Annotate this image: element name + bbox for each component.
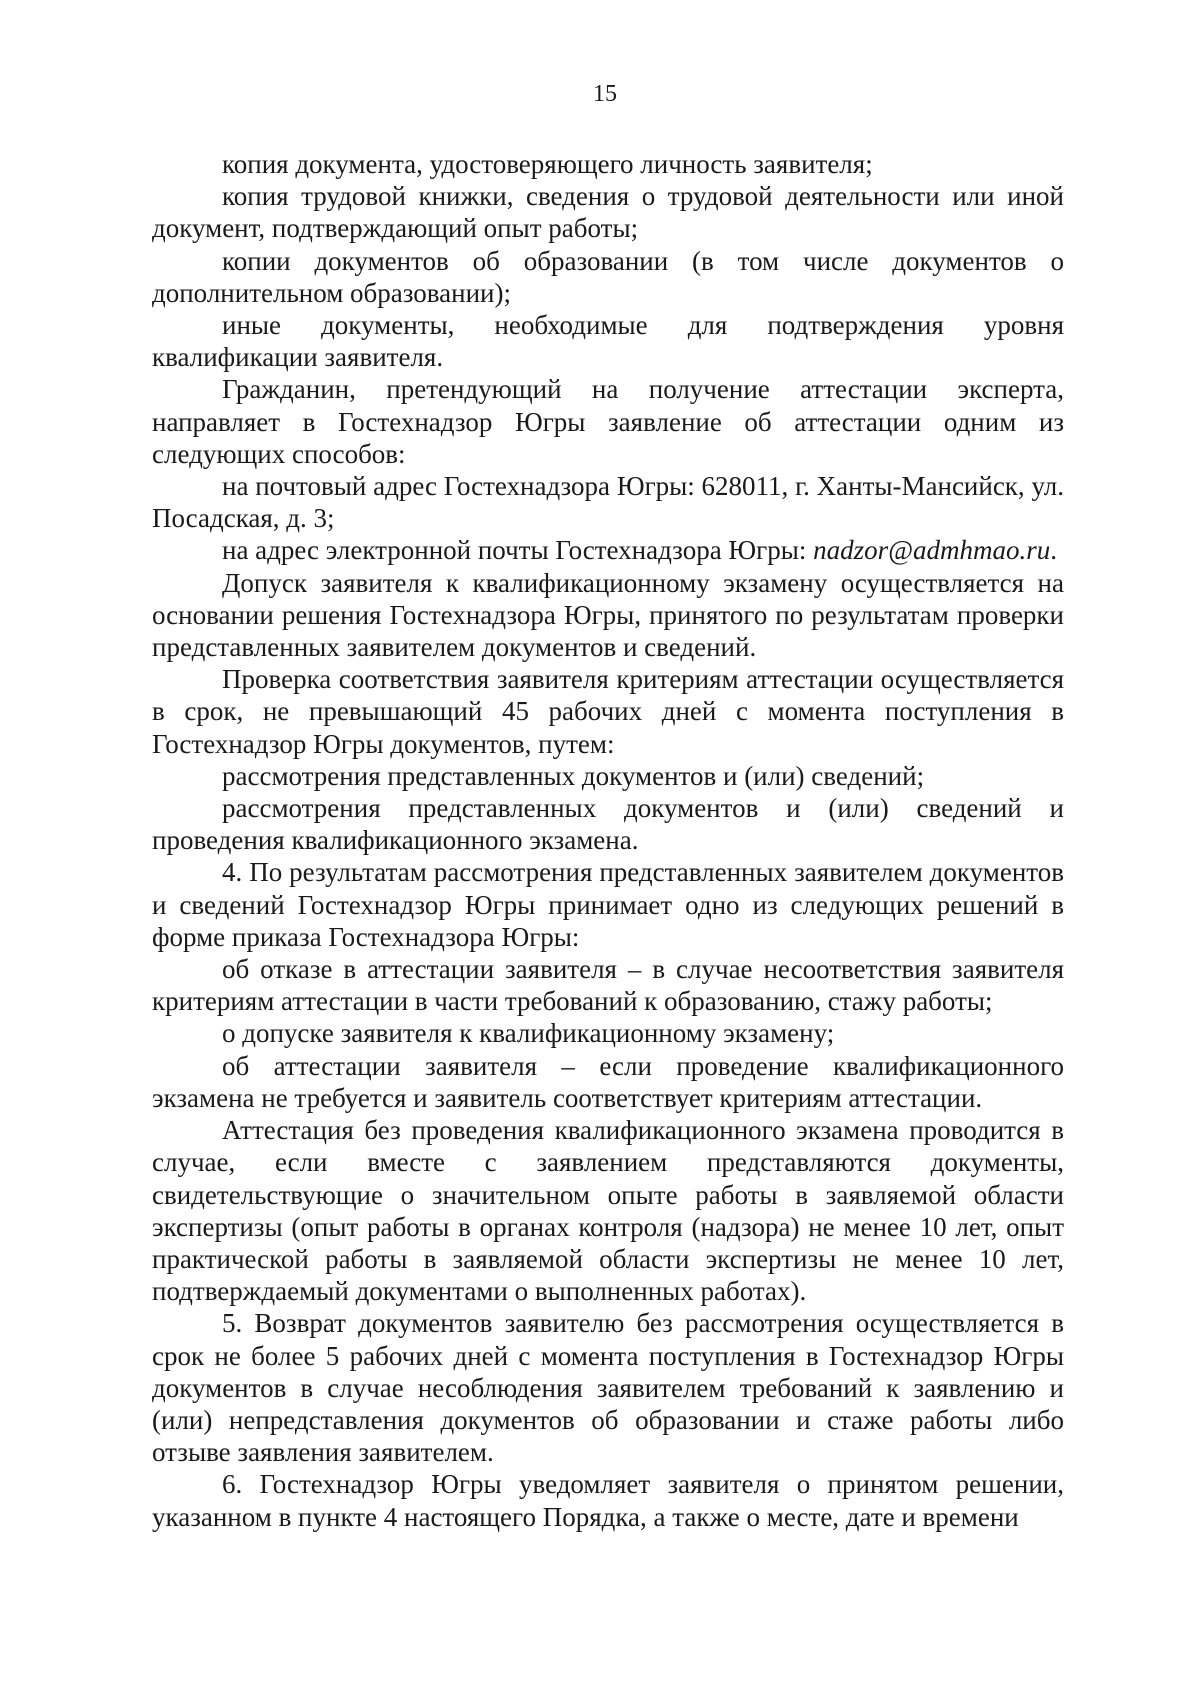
paragraph: 6. Гостехнадзор Югры уведомляет заявителя о принятом решении, указанном в пункте 4 настоящего Порядка, а также о месте, дате и времени	[152, 1469, 1064, 1532]
email-address: nadzor@admhmao.ru	[813, 535, 1051, 566]
paragraph: 4. По результатам рассмотрения представленных заявителем документов и сведений Гостехнадзор Югры принимает одно из следующих решений в форме приказа Гостехнадзора Югры:	[152, 857, 1064, 952]
email-paragraph	[152, 534, 1064, 566]
paragraph: Допуск заявителя к квалификационному экзамену осуществляется на основании решения Гостехнадзора Югры, принятого по результатам проверки представленных заявителем документов и сведений.	[152, 567, 1064, 663]
paragraph: 5. Возврат документов заявителю без рассмотрения осуществляется в срок не более 5 рабочих дней с момента поступления в Гостехнадзор Югры документов в случае несоблюдения заявителем требований к заявлению и (или) непредставления документов об образовании и стаже работы либо отзыве заявления заявителем.	[152, 1308, 1064, 1468]
document-body	[152, 148, 1064, 1533]
paragraph: на почтовый адрес Гостехнадзора Югры: 628011, г. Ханты-Мансийск, ул. Посадская, д. 3;	[152, 471, 1064, 534]
paragraph: копия документа, удостоверяющего личность заявителя;	[222, 149, 873, 179]
paragraph: иные документы, необходимые для подтверждения уровня квалификации заявителя.	[152, 310, 1064, 373]
email-prefix: на адрес электронной почты Гостехнадзора Югры:	[222, 535, 807, 566]
paragraph: Проверка соответствия заявителя критериям аттестации осуществляется в срок, не превышающий 45 рабочих дней с момента поступления в Гостехнадзор Югры документов, путем:	[152, 664, 1064, 759]
paragraph: Аттестация без проведения квалификационного экзамена проводится в случае, если вместе с заявлением представляются документы, свидетельствующие о значительном опыте работы в заявляемой области экспертизы (опыт работы в органах контроля (надзора) не менее 10 лет, опыт практической работы в заявляемой области экспертизы не менее 10 лет, подтверждаемый документами о выполненных работах).	[152, 1115, 1064, 1307]
paragraph: об аттестации заявителя – если проведение квалификационного экзамена не требуется и заявитель соответствует критериям аттестации.	[152, 1050, 1064, 1113]
paragraph: рассмотрения представленных документов и (или) сведений и проведения квалификационного экзамена.	[152, 793, 1064, 856]
page-number: 15	[593, 81, 617, 107]
paragraph: копия трудовой книжки, сведения о трудовой деятельности или иной документ, подтверждающий опыт работы;	[152, 181, 1064, 244]
paragraph: об отказе в аттестации заявителя – в случае несоответствия заявителя критериям аттестации в части требований к образованию, стажу работы;	[152, 954, 1064, 1017]
paragraph: о допуске заявителя к квалификационному экзамену;	[222, 1018, 835, 1049]
paragraph: рассмотрения представленных документов и (или) сведений;	[222, 760, 925, 791]
paragraph: копии документов об образовании (в том числе документов о дополнительном образовании);	[152, 245, 1064, 308]
paragraph: Гражданин, претендующий на получение аттестации эксперта, направляет в Гостехнадзор Югры заявление об аттестации одним из следующих способов:	[152, 374, 1064, 469]
email-suffix: .	[1050, 535, 1057, 566]
